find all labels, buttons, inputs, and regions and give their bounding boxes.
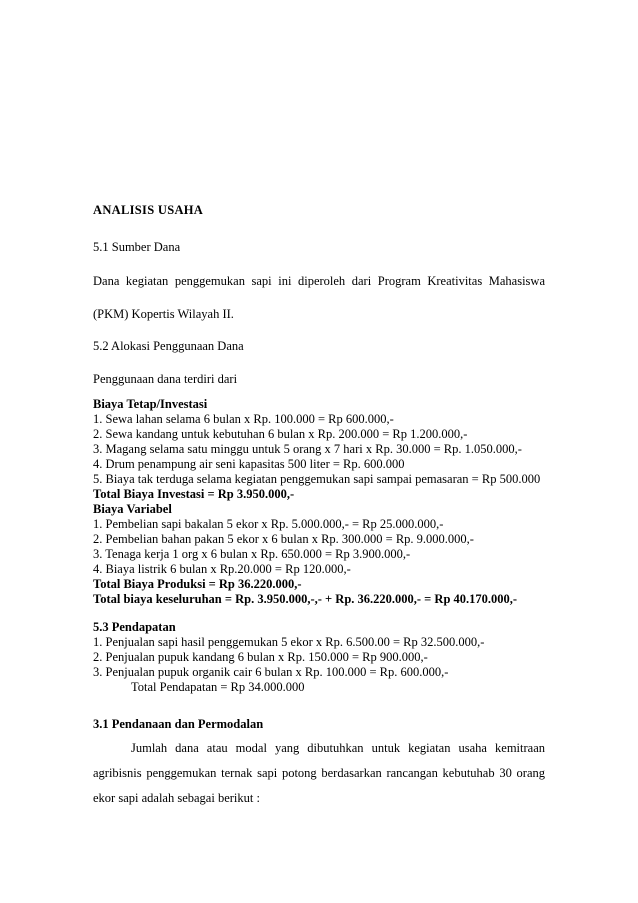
fixed-cost-item: 2. Sewa kandang untuk kebutuhan 6 bulan x Rp. 200.000 = Rp 1.200.000,-: [93, 427, 468, 441]
section-5-1-paragraph-line: (PKM) Kopertis Wilayah II.: [93, 307, 234, 321]
fixed-cost-heading: Biaya Tetap/Investasi: [93, 397, 208, 411]
variable-cost-total: Total Biaya Produksi = Rp 36.220.000,-: [93, 577, 302, 591]
variable-cost-item: 4. Biaya listrik 6 bulan x Rp.20.000 = Rp 120.000,-: [93, 562, 351, 576]
section-5-2-intro: Penggunaan dana terdiri dari: [93, 372, 238, 386]
section-5-3-heading: 5.3 Pendapatan: [93, 620, 176, 634]
variable-cost-heading: Biaya Variabel: [93, 502, 172, 516]
grand-total: Total biaya keseluruhan = Rp. 3.950.000,-,- + Rp. 36.220.000,- = Rp 40.170.000,-: [93, 592, 518, 606]
section-3-1-heading: 3.1 Pendanaan dan Permodalan: [93, 717, 264, 731]
section-5-1-paragraph-line: Dana kegiatan penggemukan sapi ini diperoleh dari Program Kreativitas Mahasiswa: [93, 274, 545, 288]
variable-cost-item: 1. Pembelian sapi bakalan 5 ekor x Rp. 5.000.000,- = Rp 25.000.000,-: [93, 517, 444, 531]
section-3-1-paragraph-line: Jumlah dana atau modal yang dibutuhkan untuk kegiatan usaha kemitraan: [131, 741, 545, 755]
fixed-cost-item: 3. Magang selama satu minggu untuk 5 orang x 7 hari x Rp. 30.000 = Rp. 1.050.000,-: [93, 442, 522, 456]
revenue-item: 2. Penjualan pupuk kandang 6 bulan x Rp. 150.000 = Rp 900.000,-: [93, 650, 428, 664]
document-title: ANALISIS USAHA: [93, 203, 204, 217]
fixed-cost-item: 1. Sewa lahan selama 6 bulan x Rp. 100.000 = Rp 600.000,-: [93, 412, 394, 426]
section-3-1-paragraph-line: agribisnis penggemukan ternak sapi potong berdasarkan rancangan kebutuhab 30 orang: [93, 766, 545, 780]
revenue-item: 3. Penjualan pupuk organik cair 6 bulan x Rp. 100.000 = Rp. 600.000,-: [93, 665, 449, 679]
section-5-2-heading: 5.2 Alokasi Penggunaan Dana: [93, 339, 244, 353]
section-5-1-heading: 5.1 Sumber Dana: [93, 240, 181, 254]
fixed-cost-item: 4. Drum penampung air seni kapasitas 500 liter = Rp. 600.000: [93, 457, 405, 471]
fixed-cost-item: 5. Biaya tak terduga selama kegiatan penggemukan sapi sampai pemasaran = Rp 500.000: [93, 472, 541, 486]
section-3-1-paragraph-line: ekor sapi adalah sebagai berikut :: [93, 791, 260, 805]
variable-cost-item: 3. Tenaga kerja 1 org x 6 bulan x Rp. 650.000 = Rp 3.900.000,-: [93, 547, 411, 561]
fixed-cost-total: Total Biaya Investasi = Rp 3.950.000,-: [93, 487, 295, 501]
revenue-item: 1. Penjualan sapi hasil penggemukan 5 ekor x Rp. 6.500.00 = Rp 32.500.000,-: [93, 635, 485, 649]
variable-cost-item: 2. Pembelian bahan pakan 5 ekor x 6 bulan x Rp. 300.000 = Rp. 9.000.000,-: [93, 532, 474, 546]
revenue-total: Total Pendapatan = Rp 34.000.000: [131, 680, 305, 694]
